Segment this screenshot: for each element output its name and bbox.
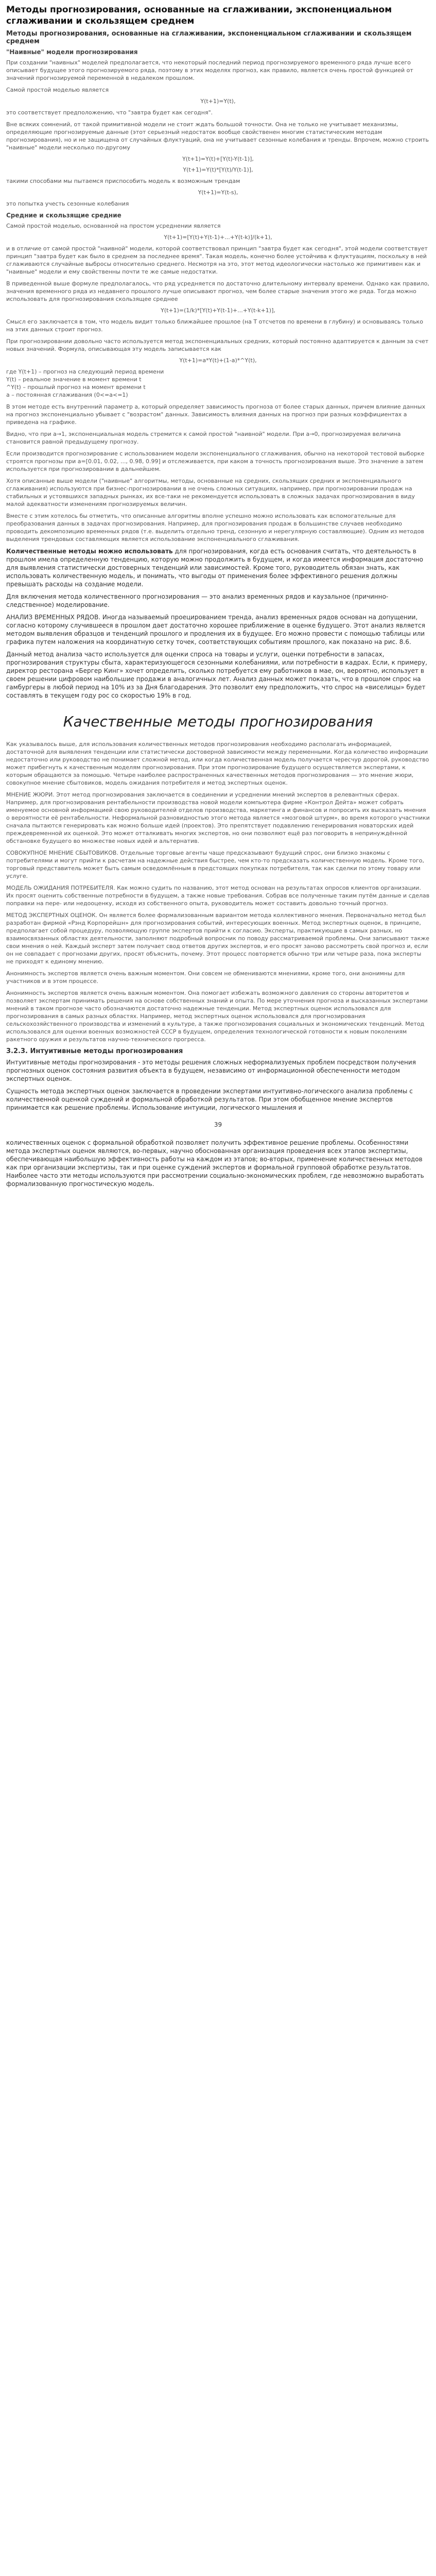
formula: Y(t+1)=Y(t-s), <box>198 189 238 196</box>
section-title-qualitative: Качественные методы прогнозирования <box>63 713 373 730</box>
paragraph: Вместе с этим хотелось бы отметить, что описанные алгоритмы вполне успешно можно использовать как вспомогательные для преобразования данных в задачах прогнозирования. Например, для прогнозирования продаж в большинстве случаев необходимо проводить декомпозицию временных рядов (т.е. выделить отдельно тренд, сезонную и нерегулярную составляющие). Одним из методов выделения трендовых составляющих является использование экспоненциального сглаживания. <box>6 513 424 543</box>
formula: Y(t+1)=a*Y(t)+(1-a)*^Y(t), <box>179 357 257 364</box>
paragraph: СОВОКУПНОЕ МНЕНИЕ СБЫТОВИКОВ. Отдельные торговые агенты чаще предсказывают будущий спрос, они близко знакомы с потребителями и могут прийти к расчетам на надежные действия быстрее, чем кто-то предсказать количественную модель. Кроме того, торговый представитель может быть самым осведомлённым в предстоящих покупках потребителя, так как сделки по этому товару или услуге. <box>6 850 424 879</box>
paragraph-text: для прогнозирования, когда есть основания считать, что деятельность в прошлом имела определенную тенденцию, которую можно продолжить в будущем, и когда имеется информация достаточно для выявления статистически достоверных тенденций или зависимостей. Кроме того, руководитель обязан знать, как использовать количественную модель, и понимать, что выгоды от применения более эффективного решения должны превышать расходы на создание модели. <box>6 548 423 588</box>
formula: Y(t+1)=[Y(t)+Y(t-1)+...+Y(t-k)]/(k+1), <box>164 234 272 241</box>
paragraph: Хотя описанные выше модели ("наивные" алгоритмы, методы, основанные на средних, скользящих средних и экспоненциального сглаживания) используются при бизнес-прогнозировании в не очень сложных ситуациях, например, при прогнозировании продаж на стабильных и устоявшихся западных рынках, их все-таки не рекомендуется использовать в сложных задачах прогнозирования в виду малой адекватности изменениям прогнозируемых величин. <box>6 478 415 507</box>
bold-lead: Количественные методы можно использовать <box>6 548 173 555</box>
formula: Y(t+1)=Y(t), <box>200 98 236 105</box>
paragraph: Интуитивные методы прогнозирования - это методы решения сложных неформализуемых проблем посредством получения прогнозных оценок состояния развития объекта в будущем, независимо от информационной обеспеченности методом экспертных оценок. <box>6 1059 416 1082</box>
paragraph: Как указывалось выше, для использования количественных методов прогнозирования необходимо располагать информацией, достаточной для выявления тенденции или статистически достоверной зависимости между переменными. Когда количество информации недостаточно или руководство не понимает сложной метод, или когда количественная модель получается чересчур дорогой, руководство может прибегнуть к качественным моделям прогнозирования. При этом прогнозирование будущего осуществляется экспертами, к которым обращаются за помощью. Четыре наиболее распространенных качественных методов прогнозирования — это мнение жюри, совокупное мнение сбытовиков, модель ожидания потребителя и метод экспертных оценок. <box>6 741 429 786</box>
paragraph: такими способами мы пытаемся приспособить модель к возможным трендам <box>6 178 240 184</box>
paragraph: Если производится прогнозирование с использованием модели экспоненциального сглаживания, обычно на некоторой тестовой выборке строятся прогнозы при a=[0.01, 0.02, ..., 0.98, 0.99] и отслеживается, при каком а точность прогнозирования выше. Это значение а затем используется при прогнозировании в дальнейшем. <box>6 450 425 472</box>
section-heading-averages: Средние и скользящие средние <box>6 212 121 219</box>
paragraph: Самой простой моделью, основанной на простом усреднении является <box>6 223 221 229</box>
paragraph: При прогнозировании довольно часто используется метод экспоненциальных средних, который постоянно адаптируется к данным за счет новых значений. Формула, описывающая эту модель записывается как <box>6 338 429 352</box>
paragraph: МЕТОД ЭКСПЕРТНЫХ ОЦЕНОК. Он является более формализованным вариантом метода коллективного мнения. Первоначально метод был разработан фирмой «Рэнд Корпорейшн» для прогнозирования событий, интересующих военных. Метод экспертных оценок, в принципе, предполагает собой процедуру, позволяющую группе экспертов прийти к согласию. Эксперты, практикующие в самых разных, но взаимосвязанных областях деятельности, заполняют подробный вопросник по поводу рассматриваемой проблемы. Они записывают также свои мнения о ней. Каждый эксперт затем получает свод ответов других экспертов, и его просят заново рассмотреть свой прогноз и, если он не совпадает с прогнозами других, просят объяснить, почему. Этот процесс повторяется обычно три или четыре раза, пока эксперты не приходят к единому мнению. <box>6 912 430 965</box>
paragraph: МОДЕЛЬ ОЖИДАНИЯ ПОТРЕБИТЕЛЯ. Как можно судить по названию, этот метод основан на результатах опросов клиентов организации. Их просят оценить собственные потребности в будущем, а также новые требования. Собрав все полученные таким путём данные и сделав поправки на пере- или недооценку, исходя из собственного опыта, руководитель может составить довольно точный прогноз. <box>6 885 430 907</box>
paragraph: это соответствует предположению, что "завтра будет как сегодня". <box>6 109 213 116</box>
paragraph: Смысл его заключается в том, что модель видит только ближайшее прошлое (на T отсчетов по времени в глубину) и основываясь только на этих данных строит прогноз. <box>6 318 423 333</box>
paragraph: количественных оценок с формальной обработкой позволяет получить эффективное решение проблемы. Особенностями метода экспертных оценок являются, во-первых, научно обоснованная организация проведения всех этапов экспертизы, обеспечивающая наибольшую эффективность работы на каждом из этапов; во-вторых, применение количественных методов как при организации экспертизы, так и при оценке суждений экспертов и формальной групповой обработке результатов. Наиболее часто эти методы используются при рассмотрении социально-экономических проблем, где невозможно выработать формализованную прогностическую модель. <box>6 1139 424 1188</box>
page-title: Методы прогнозирования, основанные на сглаживании, экспоненциальном сглаживании и скользящем среднем <box>6 5 392 26</box>
paragraph: Вне всяких сомнений, от такой примитивной модели не стоит ждать большой точности. Она не только не учитывает механизмы, определяющие прогнозируемые данные (этот серьезный недостаток вообще свойственен многим статистическим методам прогнозирования), но и не защищена от случайных флуктуаций, она не учитывает сезонные колебания и тренды. Впрочем, можно строить "наивные" модели несколько по-другому <box>6 121 429 151</box>
paragraph: Сущность метода экспертных оценок заключается в проведении экспертами интуитивно-логического анализа проблемы с количественной оценкой суждений и формальной обработкой результатов. При этом обобщенное мнение экспертов принимается как решение проблемы. Использование интуиции, логического мышления и <box>6 1088 413 1111</box>
paragraph: В приведенной выше формуле предполагалось, что ряд усредняется по достаточно длительному интервалу времени. Однако как правило, значения временного ряда из недавнего прошлого лучше описывают прогноз, чем более старые значения этого же ряда. Тогда можно использовать для прогнозирования скользящее среднее <box>6 280 429 302</box>
paragraph: МНЕНИЕ ЖЮРИ. Этот метод прогнозирования заключается в соединении и усреднении мнений экспертов в релевантных сферах. Например, для прогнозирования рентабельности производства новой модели компьютера фирме «Контрол Дейта» может собрать именуемое основной информацией свою руководителей отделов производства, маркетинга и финансов и попросить их высказать мнения о вероятности её рентабельности. Неформальной разновидностью этого метода является «мозговой штурм», во время которого участники сначала пытаются генерировать как можно больше идей (проектов). Это препятствует подавлению генерирования новаторских идей преждевременной их оценкой. Это может отталкивать многих экспертов, но они позволяют ещё раз поговорить в непринуждённой обстановке будущего во множестве новых идей и альтернатив. <box>6 791 430 844</box>
paragraph: это попытка учесть сезонные колебания <box>6 200 129 207</box>
paragraph: Анонимность экспертов является очень важным моментом. Они совсем не обмениваются мнениями, кроме того, они анонимны для участников и в этом процессе. <box>6 970 405 985</box>
paragraph: и в отличие от самой простой "наивной" модели, которой соответствовал принцип "завтра будет как сегодня", этой модели соответствует принцип "завтра будет как было в среднем за последнее время". Такая модель, конечно более устойчива к флуктуациям, поскольку в ней сглаживаются случайные выбросы относительно среднего. Несмотря на это, этот метод идеологически настолько же примитивен как и "наивные" модели и ему свойственны почти те же самые недостатки. <box>6 245 428 275</box>
paragraph: АНАЛИЗ ВРЕМЕННЫХ РЯДОВ. Иногда называемый проецированием тренда, анализ временных рядов основан на допущении, согласно которому случившееся в прошлом дает достаточно хорошее приближение в оценке будущего. Этот анализ является методом выявления образцов и тенденций прошлого и продления их в будущее. Его можно провести с помощью таблицы или графика путем наложения на координатную сетку точек, соответствующих событиям прошлого, как показано на рис. 8.6. <box>6 614 425 646</box>
paragraph: В этом методе есть внутренний параметр a, который определяет зависимость прогноза от более старых данных, причем влияние данных на прогноз экспоненциально убывает с "возрастом" данных. Зависимость влияния данных на прогноз при разных коэффициентах a приведена на графике. <box>6 403 426 426</box>
paragraph <box>6 547 430 588</box>
paragraph: Для включения метода количественного прогнозирования — это анализ временных рядов и каузальное (причинно-следственное) моделирование. <box>6 593 389 608</box>
formula: Y(t+1)=Y(t)*[Y(t)/Y(t-1)], <box>183 166 253 173</box>
formula: Y(t+1)=(1/k)*[Y(t)+Y(t-1)+...+Y(t-k+1)], <box>161 307 275 314</box>
document-content <box>0 0 436 1188</box>
paragraph: где Y(t+1) – прогноз на следующий период времени Y(t) – реальное значение в момент времени t ^Y(t) – прошлый прогноз на момент времени t a – постоянная сглаживания (0<=a<=1) <box>6 368 164 398</box>
paragraph: Анонимность экспертов является очень важным моментом. Она помогает избежать возможного давления со стороны авторитетов и позволяет экспертам принимать решения на основе собственных знаний и опыта. По мере уточнения прогноза и высказанных экспертами мнений в таком прогнозе часто обозначаются достаточно надежные тенденции. Метод экспертных оценок использовался для прогнозирования в самых разных областях. Например, метод экспертных оценок использовался для прогнозирования сельскохозяйственного производства и изменений в культуре, а также прогнозирования социальных и экономических тенденций. Метод использовался для оценки военных возможностей СССР в будущем, определения технологической готовности к новым поколениям ракетного оружия и результатов научно-технического прогресса. <box>6 990 428 1043</box>
section-heading-naive: "Наивные" модели прогнозирования <box>6 48 138 56</box>
page-subtitle: Методы прогнозирования, основанные на сглаживании, экспоненциальном сглаживании и скользящем среднем <box>6 30 412 45</box>
paragraph: Видно, что при a→1, экспоненциальная модель стремится к самой простой "наивной" модели. При a→0, прогнозируемая величина становится равной предыдущему прогнозу. <box>6 431 401 445</box>
section-heading-intuitive: 3.2.3. Интуитивные методы прогнозирования <box>6 1047 183 1055</box>
formula: Y(t+1)=Y(t)+[Y(t)-Y(t-1)], <box>182 156 254 162</box>
paragraph: Самой простой моделью является <box>6 87 109 93</box>
paragraph: При создании "наивных" моделей предполагается, что некоторый последний период прогнозируемого временного ряда лучше всего описывает будущее этого прогнозируемого ряда, поэтому в этих моделях прогноз, как правило, является очень простой функцией от значений прогнозируемой переменной в недалеком прошлом. <box>6 59 413 81</box>
paragraph: Данный метод анализа часто используется для оценки спроса на товары и услуги, оценки потребности в запасах, прогнозирования структуры сбыта, характеризующегося сезонными колебаниями, или потребности в кадрах. Если, к примеру, директор ресторана «Бергер Кинг» хочет определить, сколько потребуется ему работников в мае, он, вероятно, использует в своем решении цифровом наибольшие продажи в аналогичных лет. Анализ данных может показать, что в прошлом спрос на гамбургеры в любой период на 10% из за Дня благодарения. Это позволит ему предположить, что спрос на «виселицы» будет составлять в текущем году рос со скоростью 19% в год. <box>6 651 427 699</box>
page-number: 39 <box>214 1121 222 1128</box>
